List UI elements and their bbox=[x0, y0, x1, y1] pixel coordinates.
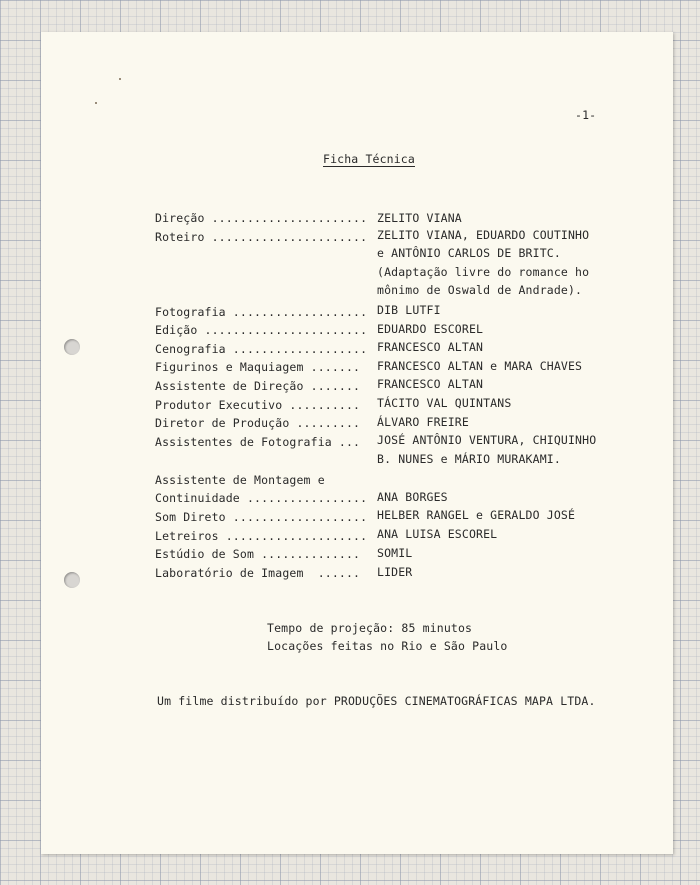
credit-value: FRANCESCO ALTAN bbox=[377, 340, 484, 354]
credit-value: JOSÉ ANTÔNIO VENTURA, CHIQUINHO bbox=[377, 433, 597, 447]
credit-label: Assistente de Montagem e bbox=[155, 473, 325, 487]
credit-value: (Adaptação livre do romance ho bbox=[377, 265, 590, 279]
credit-value: e ANTÔNIO CARLOS DE BRITC. bbox=[377, 246, 561, 260]
credit-value: LIDER bbox=[377, 565, 413, 579]
document-page bbox=[41, 32, 673, 854]
paper-speck bbox=[95, 102, 97, 104]
credit-value: ZELITO VIANA bbox=[377, 211, 462, 225]
credit-label: Produtor Executivo .......... bbox=[155, 398, 361, 412]
credit-label: Direção ...................... bbox=[155, 211, 368, 225]
credit-label: Letreiros .................... bbox=[155, 529, 368, 543]
credit-value: FRANCESCO ALTAN bbox=[377, 377, 484, 391]
credit-label: Assistentes de Fotografia ... bbox=[155, 435, 361, 449]
credit-label: Fotografia ................... bbox=[155, 305, 368, 319]
credit-label: Laboratório de Imagem ...... bbox=[155, 566, 361, 580]
credit-label: Som Direto ................... bbox=[155, 510, 368, 524]
page-number: -1- bbox=[575, 108, 597, 122]
credit-label: Estúdio de Som .............. bbox=[155, 547, 361, 561]
credit-value: ANA BORGES bbox=[377, 490, 448, 504]
credit-value: TÁCITO VAL QUINTANS bbox=[377, 396, 512, 410]
credit-value: SOMIL bbox=[377, 546, 413, 560]
credit-label: Diretor de Produção ......... bbox=[155, 416, 361, 430]
credit-value: B. NUNES e MÁRIO MURAKAMI. bbox=[377, 452, 561, 466]
page-title: Ficha Técnica bbox=[323, 152, 415, 166]
credit-value: ÁLVARO FREIRE bbox=[377, 415, 469, 429]
paper-speck bbox=[119, 78, 121, 80]
credit-value: FRANCESCO ALTAN e MARA CHAVES bbox=[377, 359, 583, 373]
credit-value: HELBER RANGEL e GERALDO JOSÉ bbox=[377, 508, 576, 522]
credit-label: Roteiro ...................... bbox=[155, 230, 368, 244]
punch-hole bbox=[64, 339, 80, 355]
credit-label: Continuidade ................. bbox=[155, 491, 368, 505]
credit-label: Edição ....................... bbox=[155, 323, 368, 337]
credit-value: DIB LUTFI bbox=[377, 303, 441, 317]
punch-hole bbox=[64, 572, 80, 588]
projection-time: Tempo de projeção: 85 minutos bbox=[267, 621, 473, 635]
credit-value: mônimo de Oswald de Andrade). bbox=[377, 283, 583, 297]
credit-value: ZELITO VIANA, EDUARDO COUTINHO bbox=[377, 228, 590, 242]
credit-label: Assistente de Direção ....... bbox=[155, 379, 361, 393]
distribution-note: Um filme distribuído por PRODUÇÕES CINEMATOGRÁFICAS MAPA LTDA. bbox=[157, 694, 596, 708]
locations: Locações feitas no Rio e São Paulo bbox=[267, 639, 508, 653]
credit-value: EDUARDO ESCOREL bbox=[377, 322, 484, 336]
credit-value: ANA LUISA ESCOREL bbox=[377, 527, 498, 541]
credit-label: Cenografia ................... bbox=[155, 342, 368, 356]
credit-label: Figurinos e Maquiagem ....... bbox=[155, 360, 361, 374]
